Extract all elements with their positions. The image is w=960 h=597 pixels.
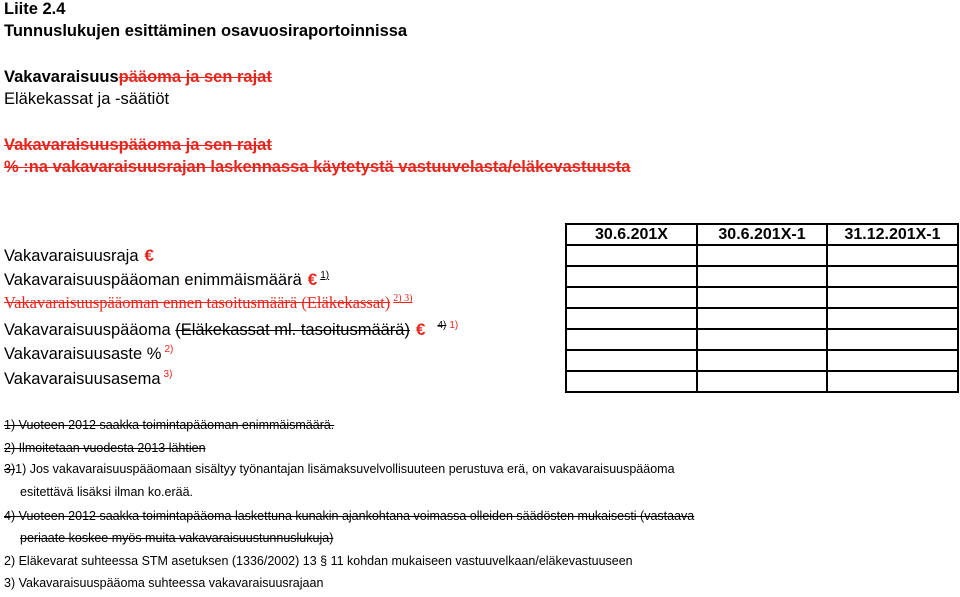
table-cell[interactable] — [827, 287, 958, 308]
table-cell[interactable] — [566, 245, 697, 266]
column-header: 31.12.201X-1 — [827, 224, 958, 245]
footnote-ref: 1) — [320, 270, 330, 281]
footnote-4: 4) Vuoteen 2012 saakka toimintapääoma laskettuna kunakin ajankohtana voimassa olleiden säädösten mukaisesti (vastaava — [4, 509, 695, 523]
values-table — [565, 223, 959, 393]
section-subheading: Eläkekassat ja -säätiöt — [4, 90, 170, 108]
footnote-ref-deleted: 4) — [437, 320, 447, 331]
document-title: Tunnuslukujen esittäminen osavuosiraportoinnissa — [4, 22, 408, 40]
table-row — [566, 308, 958, 329]
deleted-heading-2: % :na vakavaraisuusrajan laskennassa käytetystä vastuuvelasta/eläkevastuusta — [4, 158, 631, 176]
table-cell[interactable] — [827, 350, 958, 371]
footnote-4-continued: periaate koskee myös muita vakavaraisuustunnuslukuja) — [20, 531, 334, 545]
table-row — [566, 350, 958, 371]
attachment-label: Liite 2.4 — [4, 0, 66, 18]
table-cell[interactable] — [566, 371, 697, 392]
table-row — [566, 266, 958, 287]
column-header: 30.6.201X-1 — [697, 224, 827, 245]
row-label-deleted-capital: Vakavaraisuuspääoman ennen tasoitusmäärä (Eläkekassat) $^{2) 3)}$ — [4, 293, 413, 312]
table-cell[interactable] — [697, 371, 827, 392]
table-cell[interactable] — [697, 287, 827, 308]
column-header: 30.6.201X — [566, 224, 697, 245]
footnote-3-continued: esitettävä lisäksi ilman ko.erää. — [20, 485, 193, 499]
row-label-solvency-capital: Vakavaraisuuspääoma (Eläkekassat ml. tasoitusmäärä) € $^{4)}$ $^{1)}$ — [4, 320, 459, 339]
table-cell[interactable] — [697, 266, 827, 287]
footnote-1: 1) Vuoteen 2012 saakka toimintapääoman enimmäismäärä. — [4, 418, 335, 432]
euro-icon: € — [144, 246, 154, 265]
footnote-5: 2) Eläkevarat suhteessa STM asetuksen (1336/2002) 13 § 11 kohdan mukaiseen vastuuvelkaan/eläkevastuuseen — [4, 554, 633, 568]
footnote-ref: 1) — [449, 320, 459, 331]
footnote-ref: 3) — [163, 369, 173, 380]
table-header-row — [566, 224, 958, 245]
table-row — [566, 245, 958, 266]
row-label-solvency-position: Vakavaraisuusasema $^{3)}$ — [4, 369, 173, 388]
table-row — [566, 329, 958, 350]
row-label-max-capital: Vakavaraisuuspääoman enimmäismäärä € $^{1)}$ — [4, 270, 330, 289]
euro-icon: € — [415, 320, 426, 339]
row-label-solvency-ratio: Vakavaraisuusaste % $^{2)}$ — [4, 344, 174, 363]
table-cell[interactable] — [827, 329, 958, 350]
table-row — [566, 371, 958, 392]
section-heading-red: pääoma ja sen rajat — [118, 68, 272, 86]
footnote-ref: 2) — [164, 344, 174, 355]
deleted-heading-1: Vakavaraisuuspääoma ja sen rajat — [4, 136, 272, 154]
section-heading — [4, 68, 272, 87]
table-cell[interactable] — [697, 308, 827, 329]
table-cell[interactable] — [827, 308, 958, 329]
table-cell[interactable] — [697, 245, 827, 266]
footnote-3: 3)1) Jos vakavaraisuuspääomaan sisältyy työnantajan lisämaksuvelvollisuuteen perustuva erä, on vakavaraisuuspääoma — [4, 462, 675, 476]
table-cell[interactable] — [566, 266, 697, 287]
table-row — [566, 287, 958, 308]
table-cell[interactable] — [827, 245, 958, 266]
footnote-ref: 2) 3) — [393, 293, 413, 304]
table-cell[interactable] — [566, 308, 697, 329]
table-cell[interactable] — [697, 350, 827, 371]
row-label-solvency-limit: Vakavaraisuusraja € — [4, 246, 154, 265]
table-cell[interactable] — [566, 329, 697, 350]
section-heading-black: Vakavaraisuus — [4, 68, 119, 86]
footnote-6: 3) Vakavaraisuuspääoma suhteessa vakavaraisuusrajaan — [4, 576, 324, 590]
euro-icon: € — [307, 270, 318, 289]
table-cell[interactable] — [566, 350, 697, 371]
table-cell[interactable] — [566, 287, 697, 308]
table-cell[interactable] — [697, 329, 827, 350]
footnote-2: 2) Ilmoitetaan vuodesta 2013 lähtien — [4, 441, 206, 455]
table-cell[interactable] — [827, 266, 958, 287]
table-cell[interactable] — [827, 371, 958, 392]
